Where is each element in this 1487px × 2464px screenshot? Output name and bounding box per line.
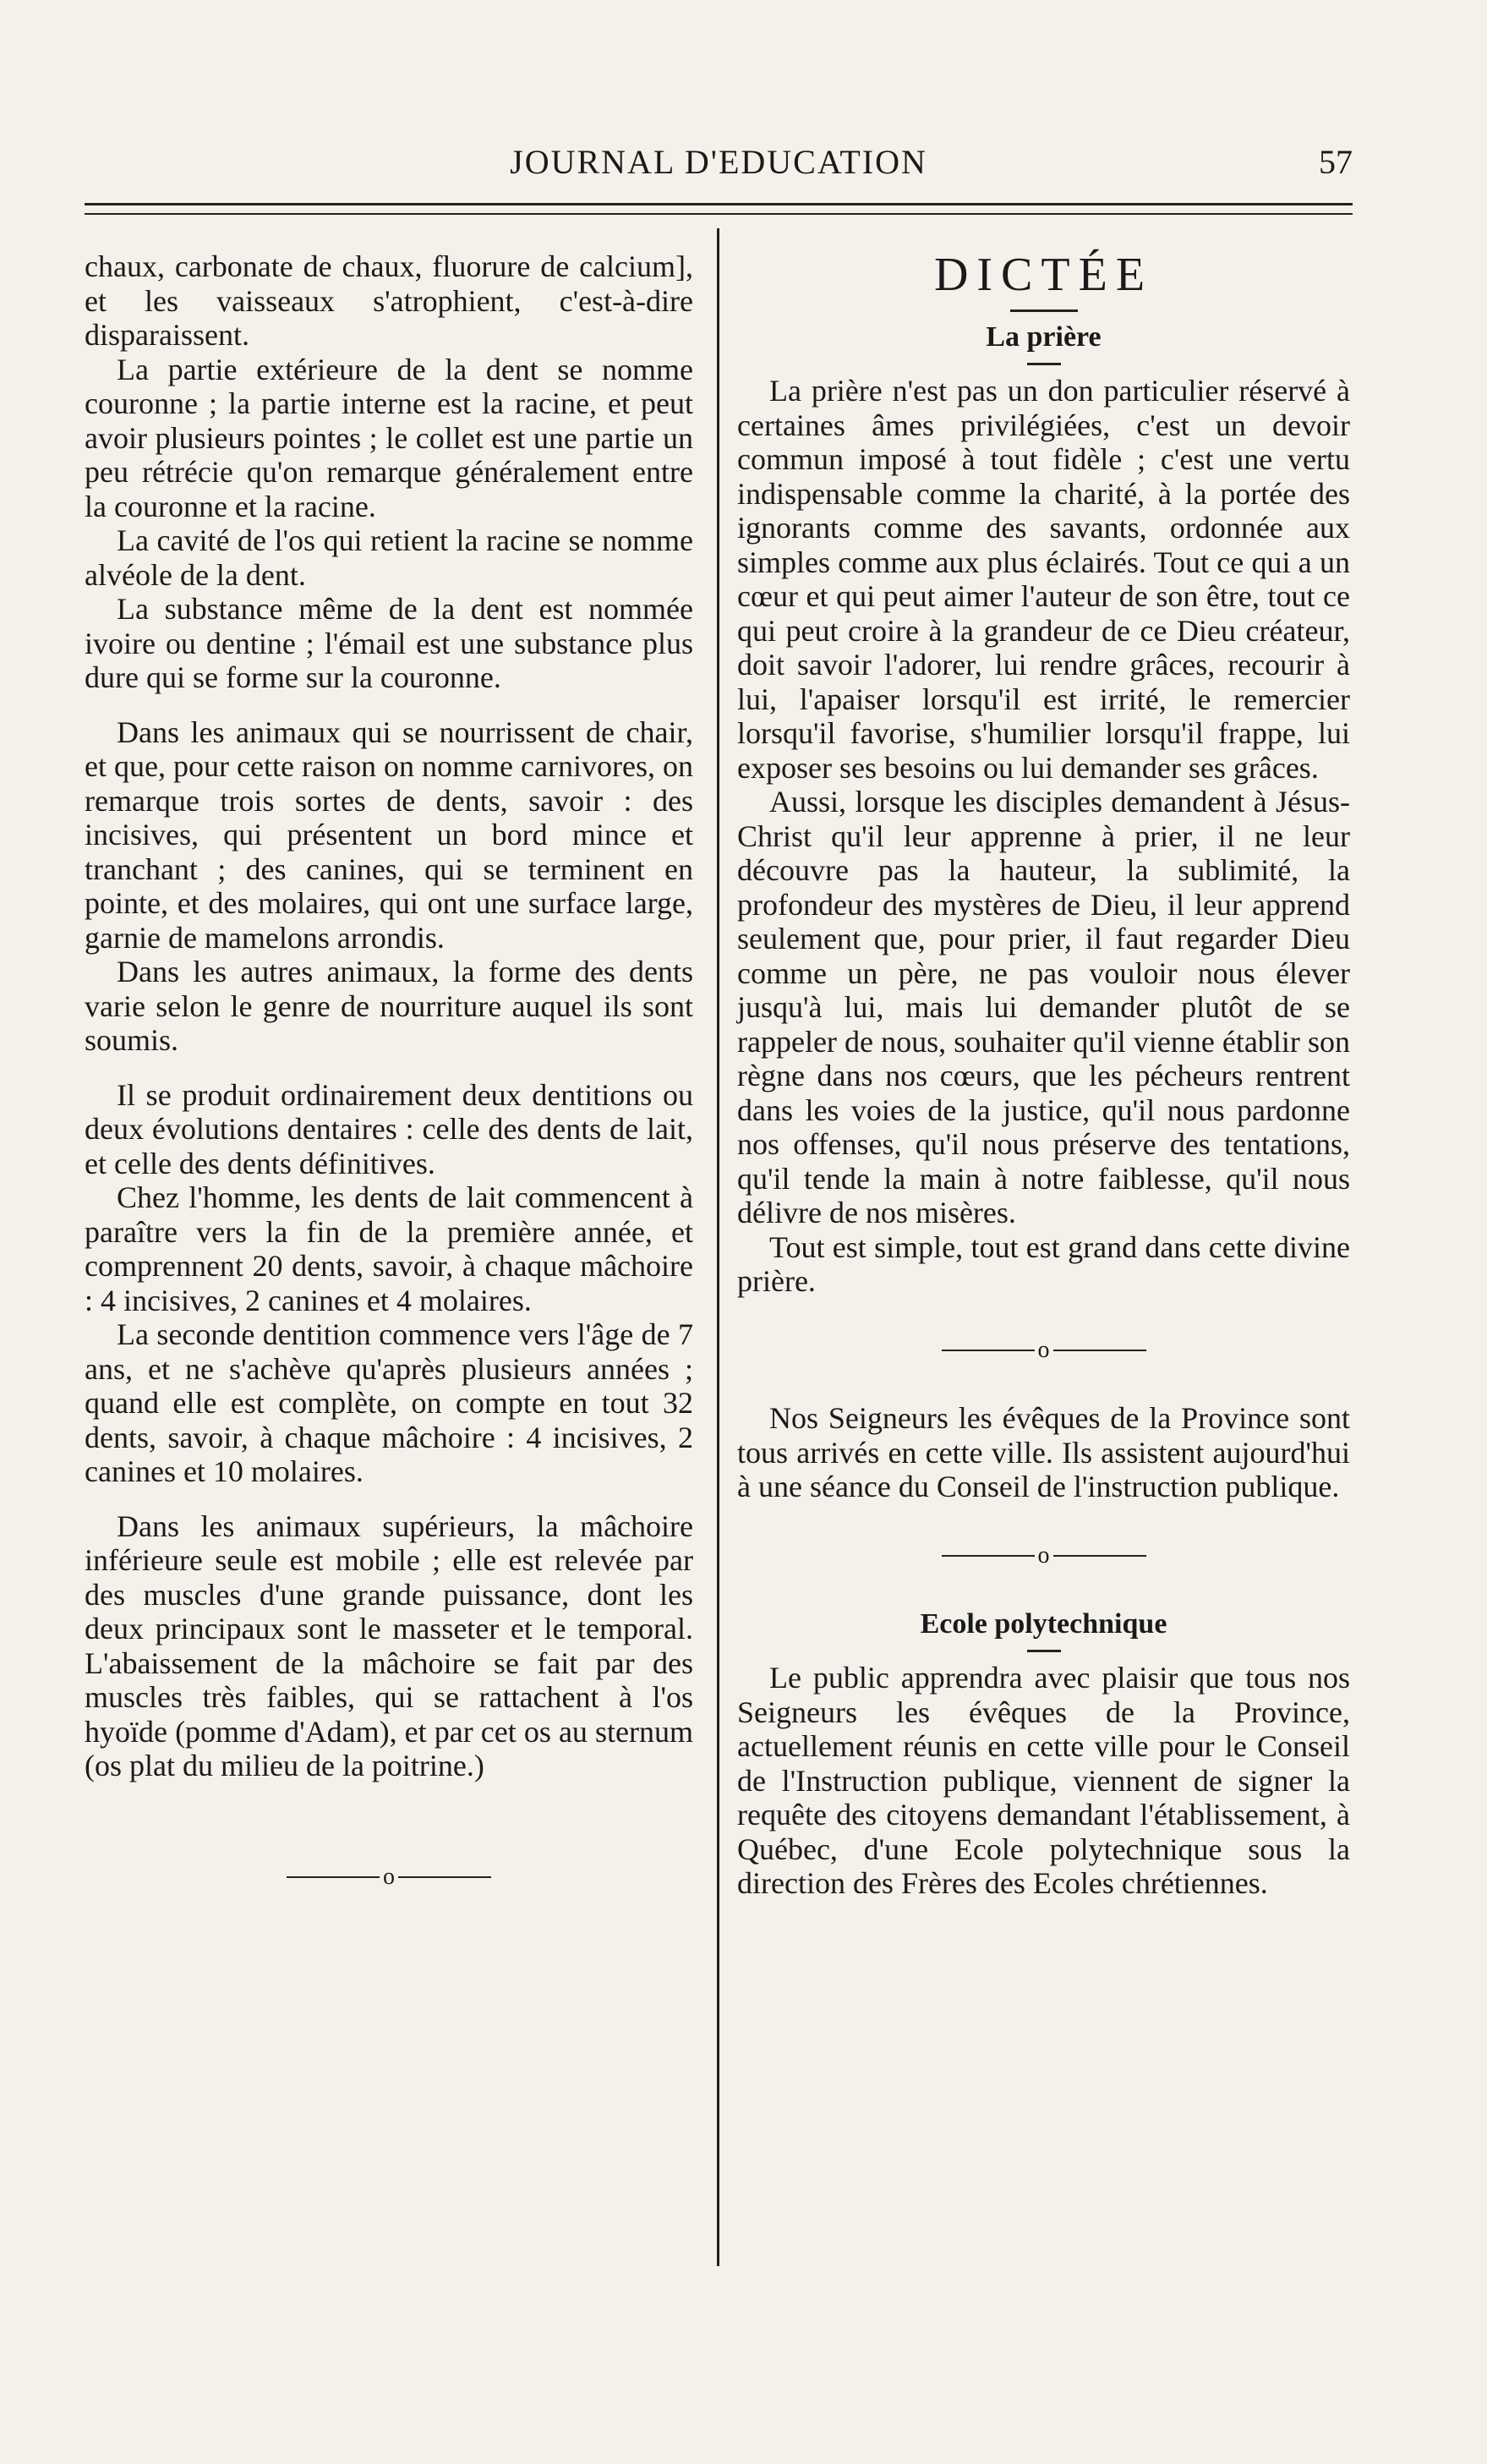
section-separator: o [737,1538,1350,1574]
paragraph: Il se produit ordinairement deux dentitions ou deux évolutions dentaires : celle des dents de lait, et celle des dents définitives. [85,1077,693,1180]
spacer [85,1489,693,1509]
right-column [737,249,1350,1901]
section-separator: o [85,1859,693,1895]
paragraph: Le public apprendra avec plaisir que tous nos Seigneurs les évêques de la Province, actuellement réunis en cette ville pour le Conseil de l'Instruction publique, viennent de signer la requête des citoyens demandant l'établissement, à Québec, d'une Ecole polytechnique sous la direction des Frères des Ecoles chrétiennes. [737,1661,1350,1901]
paragraph: Dans les autres animaux, la forme des dents varie selon le genre de nourriture auquel ils sont soumis. [85,955,693,1057]
spacer [85,1058,693,1078]
subsection-title: Ecole polytechnique [920,1607,1167,1640]
spacer [85,695,693,715]
paragraph: Aussi, lorsque les disciples demandent à Jésus-Christ qu'il leur apprenne à prier, il ne leur découvre pas la hauteur, la sublimité, la profondeur des mystères de Dieu, il leur apprend seulement que, pour prier, il faut regarder Dieu comme un père, ne pas vouloir nous élever jusqu'à lui, mais lui demander plutôt de se rappeler de nous, souhaiter qu'il vienne établir son règne dans nos cœurs, que les pécheurs rentrent dans les voies de la justice, qu'il nous pardonne nos offenses, qu'il nous préserve des tentations, qu'il tende la main à notre faiblesse, qu'il nous délivre de nos misères. [737,785,1350,1229]
subsection-title: La prière [986,320,1102,353]
paragraph: Chez l'homme, les dents de lait commencent à paraître vers la fin de la première année, et comprennent 20 dents, savoir, à chaque mâchoire : 4 incisives, 2 canines et 4 molaires. [85,1180,693,1317]
paragraph: La seconde dentition commence vers l'âge de 7 ans, et ne s'achève qu'après plusieurs années ; quand elle est complète, on compte en tout 32 dents, savoir, à chaque mâchoire : 4 incisives, 2 canines et 10 molaires. [85,1317,693,1488]
page-number: 57 [1319,143,1353,181]
paragraph: Dans les animaux qui se nourrissent de chair, et que, pour cette raison on nomme carnivores, on remarque trois sortes de dents, savoir : des incisives, qui présentent un bord mince et tranchant ; des canines, qui se terminent en pointe, et des molaires, qui ont une surface large, garnie de mamelons arrondis. [85,715,693,955]
journal-title: JOURNAL D'EDUCATION [510,143,927,181]
subtitle-rule [1027,363,1061,365]
section-title: DICTÉE [933,249,1154,301]
paragraph: La partie extérieure de la dent se nomme couronne ; la partie interne est la racine, et peut avoir plusieurs pointes ; le collet est une partie un peu rétrécie qu'on remarque généralement entre la couronne et la racine. [85,352,693,523]
paragraph: Nos Seigneurs les évêques de la Province sont tous arrivés en cette ville. Ils assistent aujourd'hui à une séance du Conseil de l'instruction publique. [737,1401,1350,1504]
paragraph: La substance même de la dent est nommée ivoire ou dentine ; l'émail est une substance plus dure qui se forme sur la couronne. [85,592,693,694]
title-rule [1010,309,1078,312]
subtitle-rule [1027,1650,1061,1652]
section-separator: o [737,1333,1350,1368]
paragraph: chaux, carbonate de chaux, fluorure de calcium], et les vaisseaux s'atrophient, c'est-à-dire disparaissent. [85,249,693,352]
left-column [85,249,693,1928]
paragraph: La cavité de l'os qui retient la racine se nomme alvéole de la dent. [85,523,693,592]
header-rule-top [85,203,1353,205]
header-rule-bottom [85,213,1353,215]
paragraph: Dans les animaux supérieurs, la mâchoire inférieure seule est mobile ; elle est relevée par des muscles d'une grande puissance, dont les deux principaux sont le masseter et le temporal. L'abaissement de la mâchoire se fait par des muscles très faibles, qui se rattachent à l'os hyoïde (pomme d'Adam), et par cet os au sternum (os plat du milieu de la poitrine.) [85,1509,693,1782]
paragraph: Tout est simple, tout est grand dans cette divine prière. [737,1229,1350,1298]
column-divider [717,228,719,2266]
paragraph: La prière n'est pas un don particulier réservé à certaines âmes privilégiées, c'est un devoir commun imposé à tout fidèle ; c'est une vertu indispensable comme la charité, à la portée des ignorants comme des savants, ordonnée aux simples comme aux plus éclairés. Tout ce qui a un cœur et qui peut aimer l'auteur de son être, tout ce qui peut croire à la grandeur de ce Dieu créateur, doit savoir l'adorer, lui rendre grâces, recourir à lui, l'apaiser lorsqu'il est irrité, le remercier lorsqu'il favorise, s'humilier lorsqu'il frappe, lui exposer ses besoins ou lui demander ses grâces. [737,374,1350,785]
page-header [85,135,1353,186]
